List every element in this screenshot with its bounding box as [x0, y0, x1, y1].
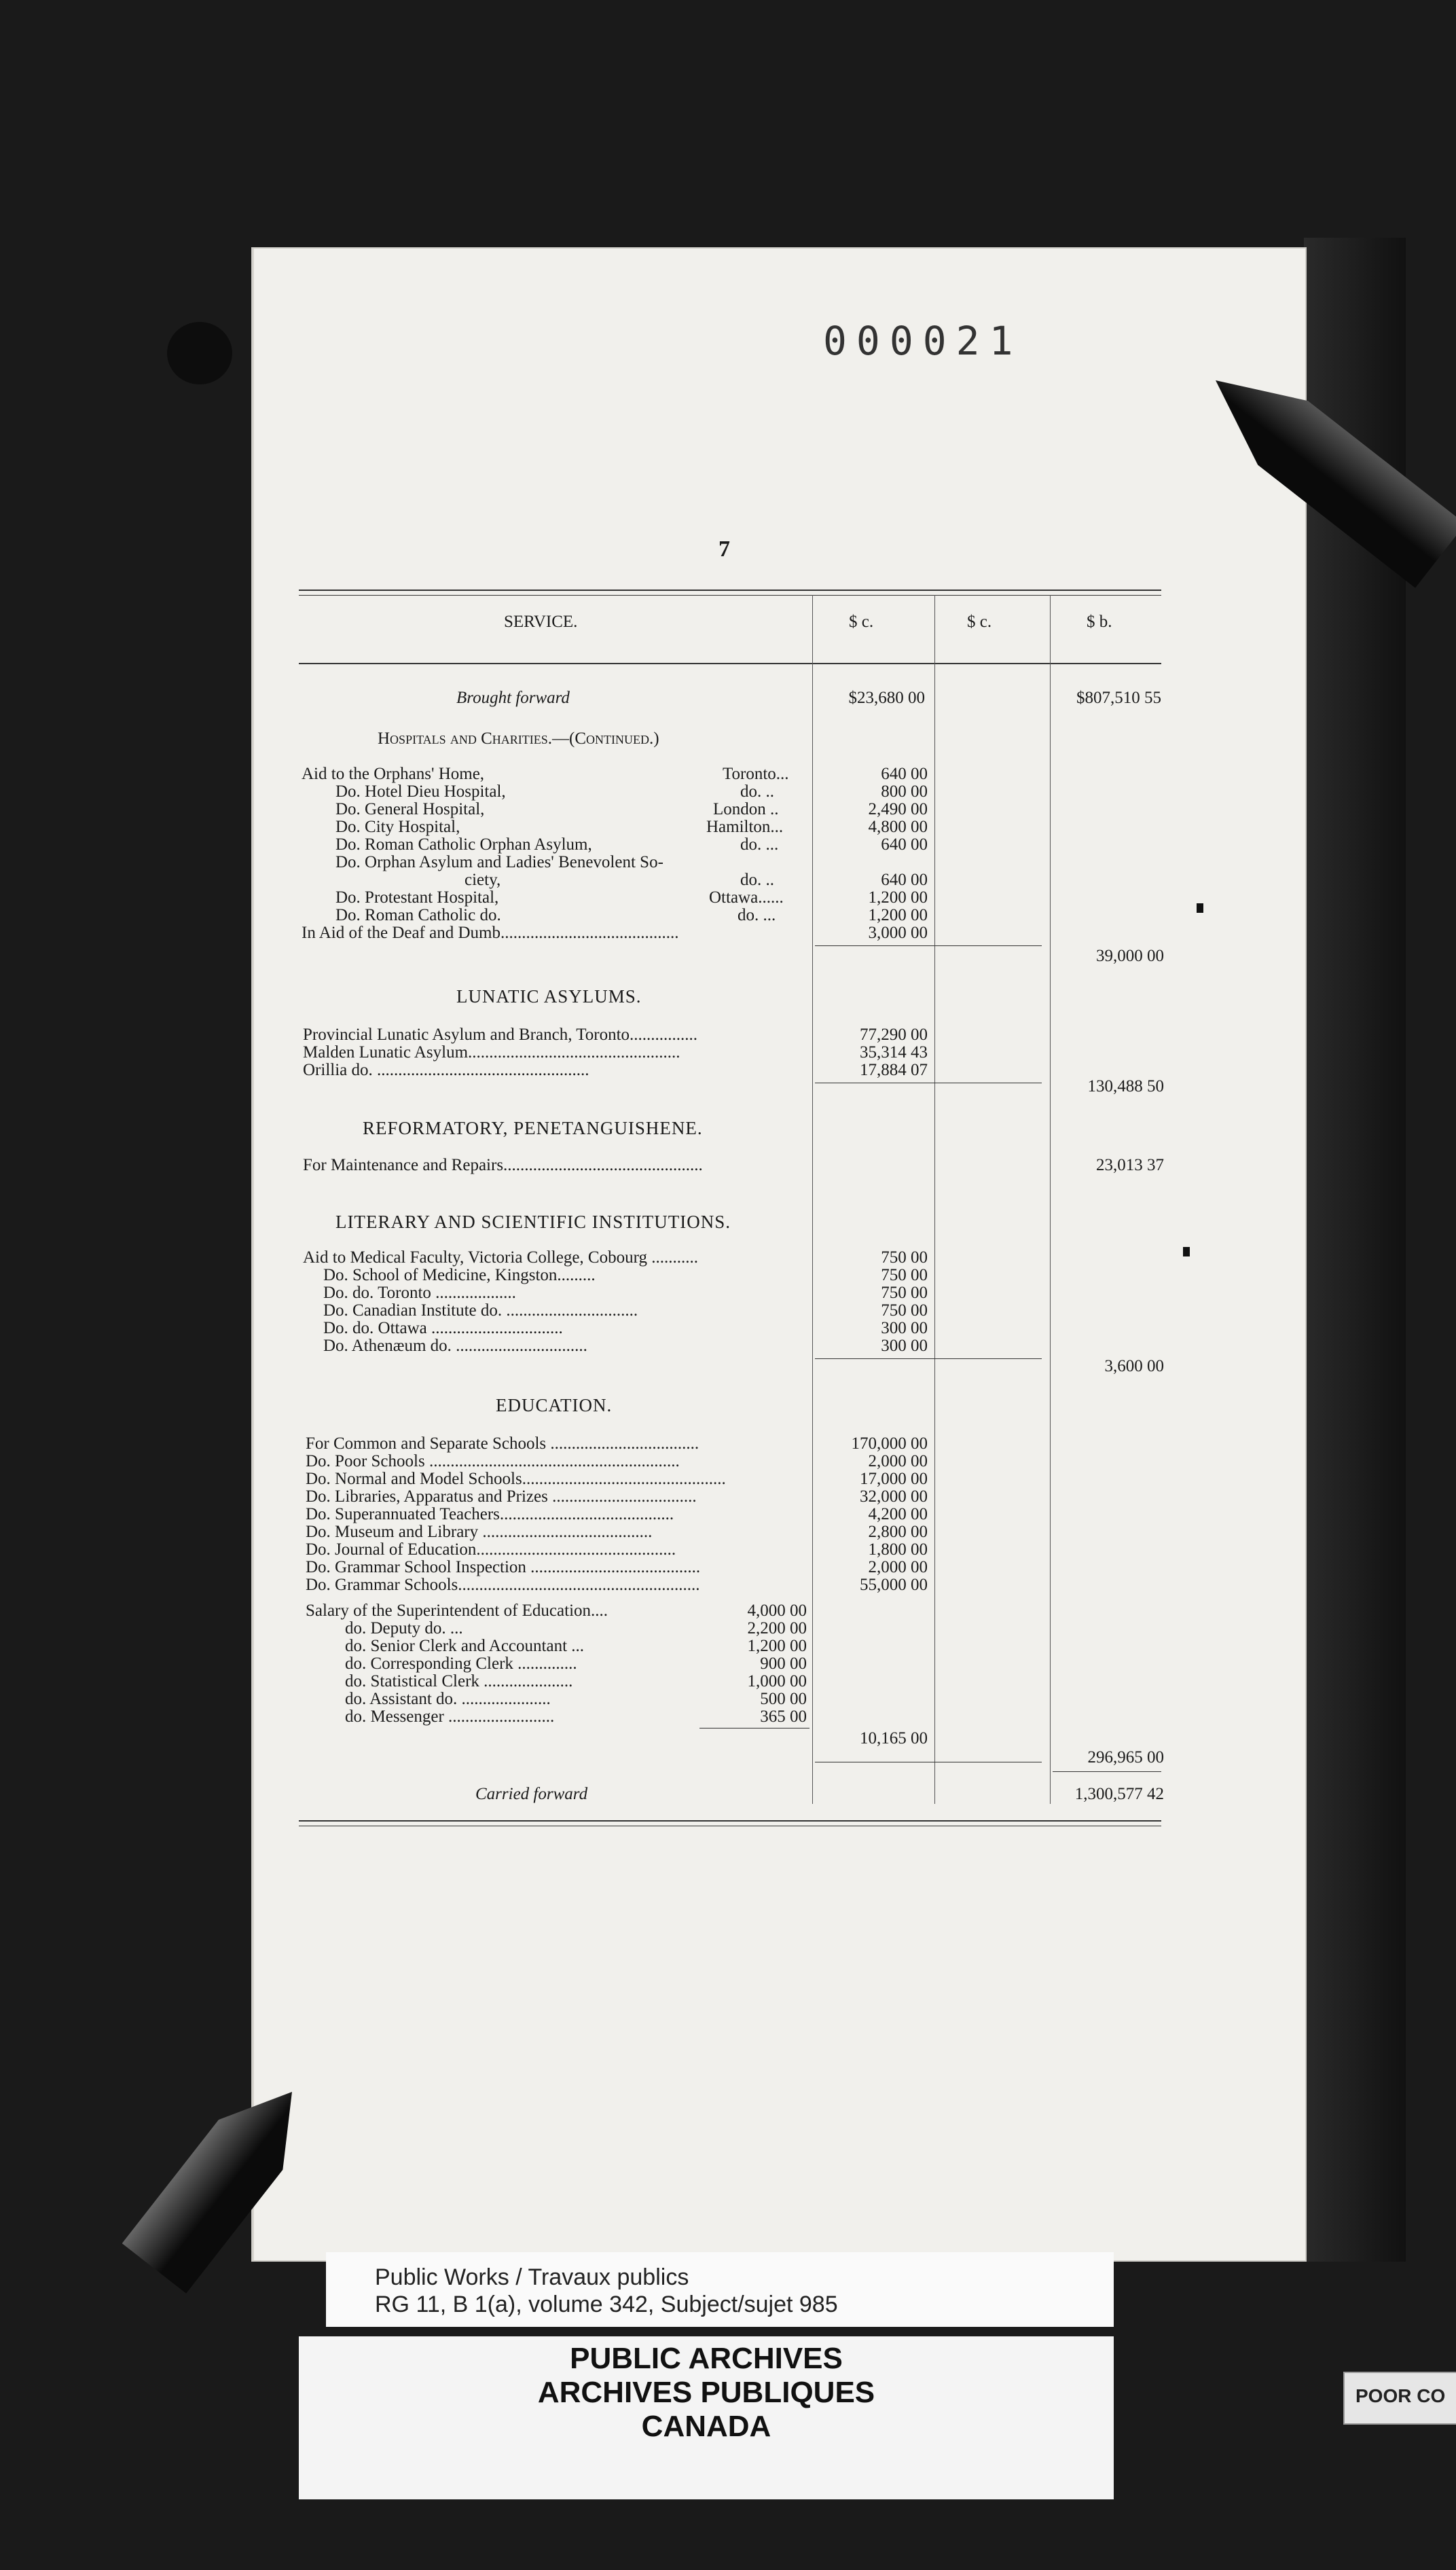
table-row-label: Do. Orphan Asylum and Ladies' Benevolent So-: [335, 853, 663, 871]
column-divider: [934, 595, 935, 1804]
header-rule: [299, 590, 1161, 591]
stamp-number: 000021: [823, 318, 1023, 364]
section-heading-hospitals: Hospitals and Charities.—(Continued.): [378, 729, 659, 748]
table-row-label: Do. Normal and Model Schools................................................: [306, 1470, 726, 1488]
table-row-label: Do. Roman Catholic Orphan Asylum,: [335, 835, 592, 854]
archives-line: PUBLIC ARCHIVES: [570, 2342, 843, 2375]
table-row-amount: 2,490 00: [868, 800, 928, 818]
table-row-label: Do. Superannuated Teachers.........................................: [306, 1505, 674, 1523]
table-row-amount: 2,200 00: [747, 1619, 807, 1637]
table-row-amount: 170,000 00: [851, 1434, 928, 1453]
column-header-3: $ b.: [1087, 613, 1112, 631]
table-row-label: For Common and Separate Schools ...................................: [306, 1434, 699, 1453]
table-row-label: do. Assistant do. .....................: [345, 1690, 551, 1708]
section-total: 296,965 00: [1087, 1748, 1164, 1767]
subtotal-rule: [1053, 1771, 1161, 1772]
archives-stamp: [299, 2336, 1114, 2499]
column-divider: [812, 595, 813, 1804]
table-row-amount: 4,800 00: [868, 818, 928, 836]
table-row-label: Do. Poor Schools ...........................................................: [306, 1452, 680, 1470]
table-row-label: Do. Canadian Institute do. ...............................: [323, 1301, 638, 1320]
table-row-label: Do. do. Ottawa ...............................: [323, 1319, 563, 1337]
archives-line: CANADA: [641, 2410, 771, 2443]
section-heading-literary: LITERARY AND SCIENTIFIC INSTITUTIONS.: [335, 1212, 731, 1232]
section-total: 23,013 37: [1096, 1156, 1164, 1174]
subtotal-rule: [815, 945, 1042, 946]
carried-forward-label: Carried forward: [475, 1785, 588, 1803]
table-row-amount: 300 00: [881, 1319, 928, 1337]
table-row-label: do. Senior Clerk and Accountant ...: [345, 1637, 585, 1655]
table-row-label: Do. Museum and Library ........................................: [306, 1523, 653, 1541]
table-row-place: do. ..: [740, 871, 774, 889]
table-row-amount: 1,200 00: [868, 906, 928, 924]
table-row-place: Hamilton...: [706, 818, 784, 836]
table-row-amount: 4,200 00: [868, 1505, 928, 1523]
column-divider: [1050, 595, 1051, 1804]
table-row-amount: 1,200 00: [747, 1637, 807, 1655]
column-header-2: $ c.: [967, 613, 992, 631]
section-total: 3,600 00: [1104, 1357, 1164, 1375]
table-row-amount: 3,000 00: [868, 924, 928, 942]
table-row-amount: 77,290 00: [860, 1026, 928, 1044]
table-row-label: Orillia do. ..................................................: [303, 1061, 589, 1079]
table-row-amount: 500 00: [760, 1690, 807, 1708]
table-row-amount: 640 00: [881, 871, 928, 889]
table-row-place: Ottawa......: [709, 888, 784, 907]
footer-rule: [299, 1820, 1161, 1822]
archive-reference: RG 11, B 1(a), volume 342, Subject/sujet 985: [375, 2292, 838, 2317]
table-row-label: do. Deputy do. ...: [345, 1619, 463, 1637]
margin-mark: [1197, 903, 1203, 913]
table-row-label: For Maintenance and Repairs...............................................: [303, 1156, 703, 1174]
table-row-amount: 1,200 00: [868, 888, 928, 907]
table-row-label: Aid to Medical Faculty, Victoria College, Cobourg ...........: [303, 1248, 698, 1267]
table-row-amount: 640 00: [881, 835, 928, 854]
table-row-label: Do. Grammar Schools.........................................................: [306, 1576, 700, 1594]
header-rule: [299, 663, 1161, 664]
table-row-amount: 2,800 00: [868, 1523, 928, 1541]
table-row-amount: 365 00: [760, 1707, 807, 1726]
table-row-place: do. ...: [738, 906, 776, 924]
table-row-amount: 300 00: [881, 1337, 928, 1355]
table-row-label: Do. Journal of Education...............................................: [306, 1540, 676, 1559]
table-row-label: Malden Lunatic Asylum..................................................: [303, 1043, 680, 1062]
archive-department: Public Works / Travaux publics: [375, 2264, 689, 2290]
carried-forward-total: 1,300,577 42: [1074, 1785, 1164, 1803]
table-row-amount: 55,000 00: [860, 1576, 928, 1594]
column-header-service: SERVICE.: [504, 613, 578, 631]
table-row-label: Salary of the Superintendent of Education....: [306, 1601, 608, 1620]
table-row-label: Do. School of Medicine, Kingston.........: [323, 1266, 596, 1284]
table-row-label: In Aid of the Deaf and Dumb..........................................: [302, 924, 679, 942]
table-row-label: Provincial Lunatic Asylum and Branch, Toronto................: [303, 1026, 698, 1044]
table-row-amount: 1,000 00: [747, 1672, 807, 1690]
table-row-amount: 750 00: [881, 1284, 928, 1302]
table-row-label: Do. City Hospital,: [335, 818, 460, 836]
table-row-label: Do. Libraries, Apparatus and Prizes ..................................: [306, 1487, 697, 1506]
table-row-place: Toronto...: [723, 765, 789, 783]
subtotal-rule: [815, 1358, 1042, 1359]
table-row-amount: 4,000 00: [747, 1601, 807, 1620]
subtotal-rule: [699, 1728, 809, 1729]
brought-forward-label: Brought forward: [456, 689, 570, 707]
margin-mark: [1183, 1247, 1190, 1256]
table-row-place: do. ...: [740, 835, 779, 854]
table-row-label: Aid to the Orphans' Home,: [302, 765, 485, 783]
section-heading-reformatory: REFORMATORY, PENETANGUISHENE.: [363, 1118, 703, 1138]
section-total: 39,000 00: [1096, 947, 1164, 965]
table-row-amount: 640 00: [881, 765, 928, 783]
table-row-place: London ..: [713, 800, 779, 818]
table-row-amount: 2,000 00: [868, 1452, 928, 1470]
brought-forward-amount: $23,680 00: [848, 689, 925, 707]
table-row-label: do. Statistical Clerk .....................: [345, 1672, 573, 1690]
table-row-label: Do. Protestant Hospital,: [335, 888, 499, 907]
table-row-label: Do. do. Toronto ...................: [323, 1284, 516, 1302]
column-header-1: $ c.: [849, 613, 874, 631]
table-row-amount: 900 00: [760, 1654, 807, 1673]
brought-forward-total: $807,510 55: [1076, 689, 1161, 707]
section-total: 130,488 50: [1087, 1077, 1164, 1096]
salary-total: 10,165 00: [860, 1729, 928, 1748]
table-row-label: Do. Athenæum do. ...............................: [323, 1337, 587, 1355]
table-row-amount: 800 00: [881, 782, 928, 801]
table-row-label: do. Messenger .........................: [345, 1707, 555, 1726]
table-row-label: Do. Grammar School Inspection ........................................: [306, 1558, 701, 1576]
header-rule: [299, 595, 1161, 596]
table-row-label: ciety,: [465, 871, 501, 889]
table-row-amount: 32,000 00: [860, 1487, 928, 1506]
table-row-label: Do. Roman Catholic do.: [335, 906, 501, 924]
table-row-amount: 2,000 00: [868, 1558, 928, 1576]
punch-hole: [167, 322, 232, 384]
table-row-amount: 750 00: [881, 1266, 928, 1284]
table-row-amount: 17,000 00: [860, 1470, 928, 1488]
table-row-amount: 750 00: [881, 1301, 928, 1320]
table-row-place: do. ..: [740, 782, 774, 801]
poor-copy-label: [1343, 2372, 1456, 2425]
table-row-amount: 1,800 00: [868, 1540, 928, 1559]
table-row-amount: 750 00: [881, 1248, 928, 1267]
poor-copy-text: POOR CO: [1355, 2385, 1446, 2406]
section-heading-education: EDUCATION.: [496, 1395, 613, 1415]
table-row-amount: 17,884 07: [860, 1061, 928, 1079]
table-row-label: Do. General Hospital,: [335, 800, 485, 818]
table-row-label: Do. Hotel Dieu Hospital,: [335, 782, 506, 801]
table-row-label: do. Corresponding Clerk ..............: [345, 1654, 577, 1673]
page-number: 7: [718, 537, 730, 562]
table-row-amount: 35,314 43: [860, 1043, 928, 1062]
archives-line: ARCHIVES PUBLIQUES: [537, 2376, 875, 2409]
section-heading-lunatic: LUNATIC ASYLUMS.: [456, 986, 642, 1007]
